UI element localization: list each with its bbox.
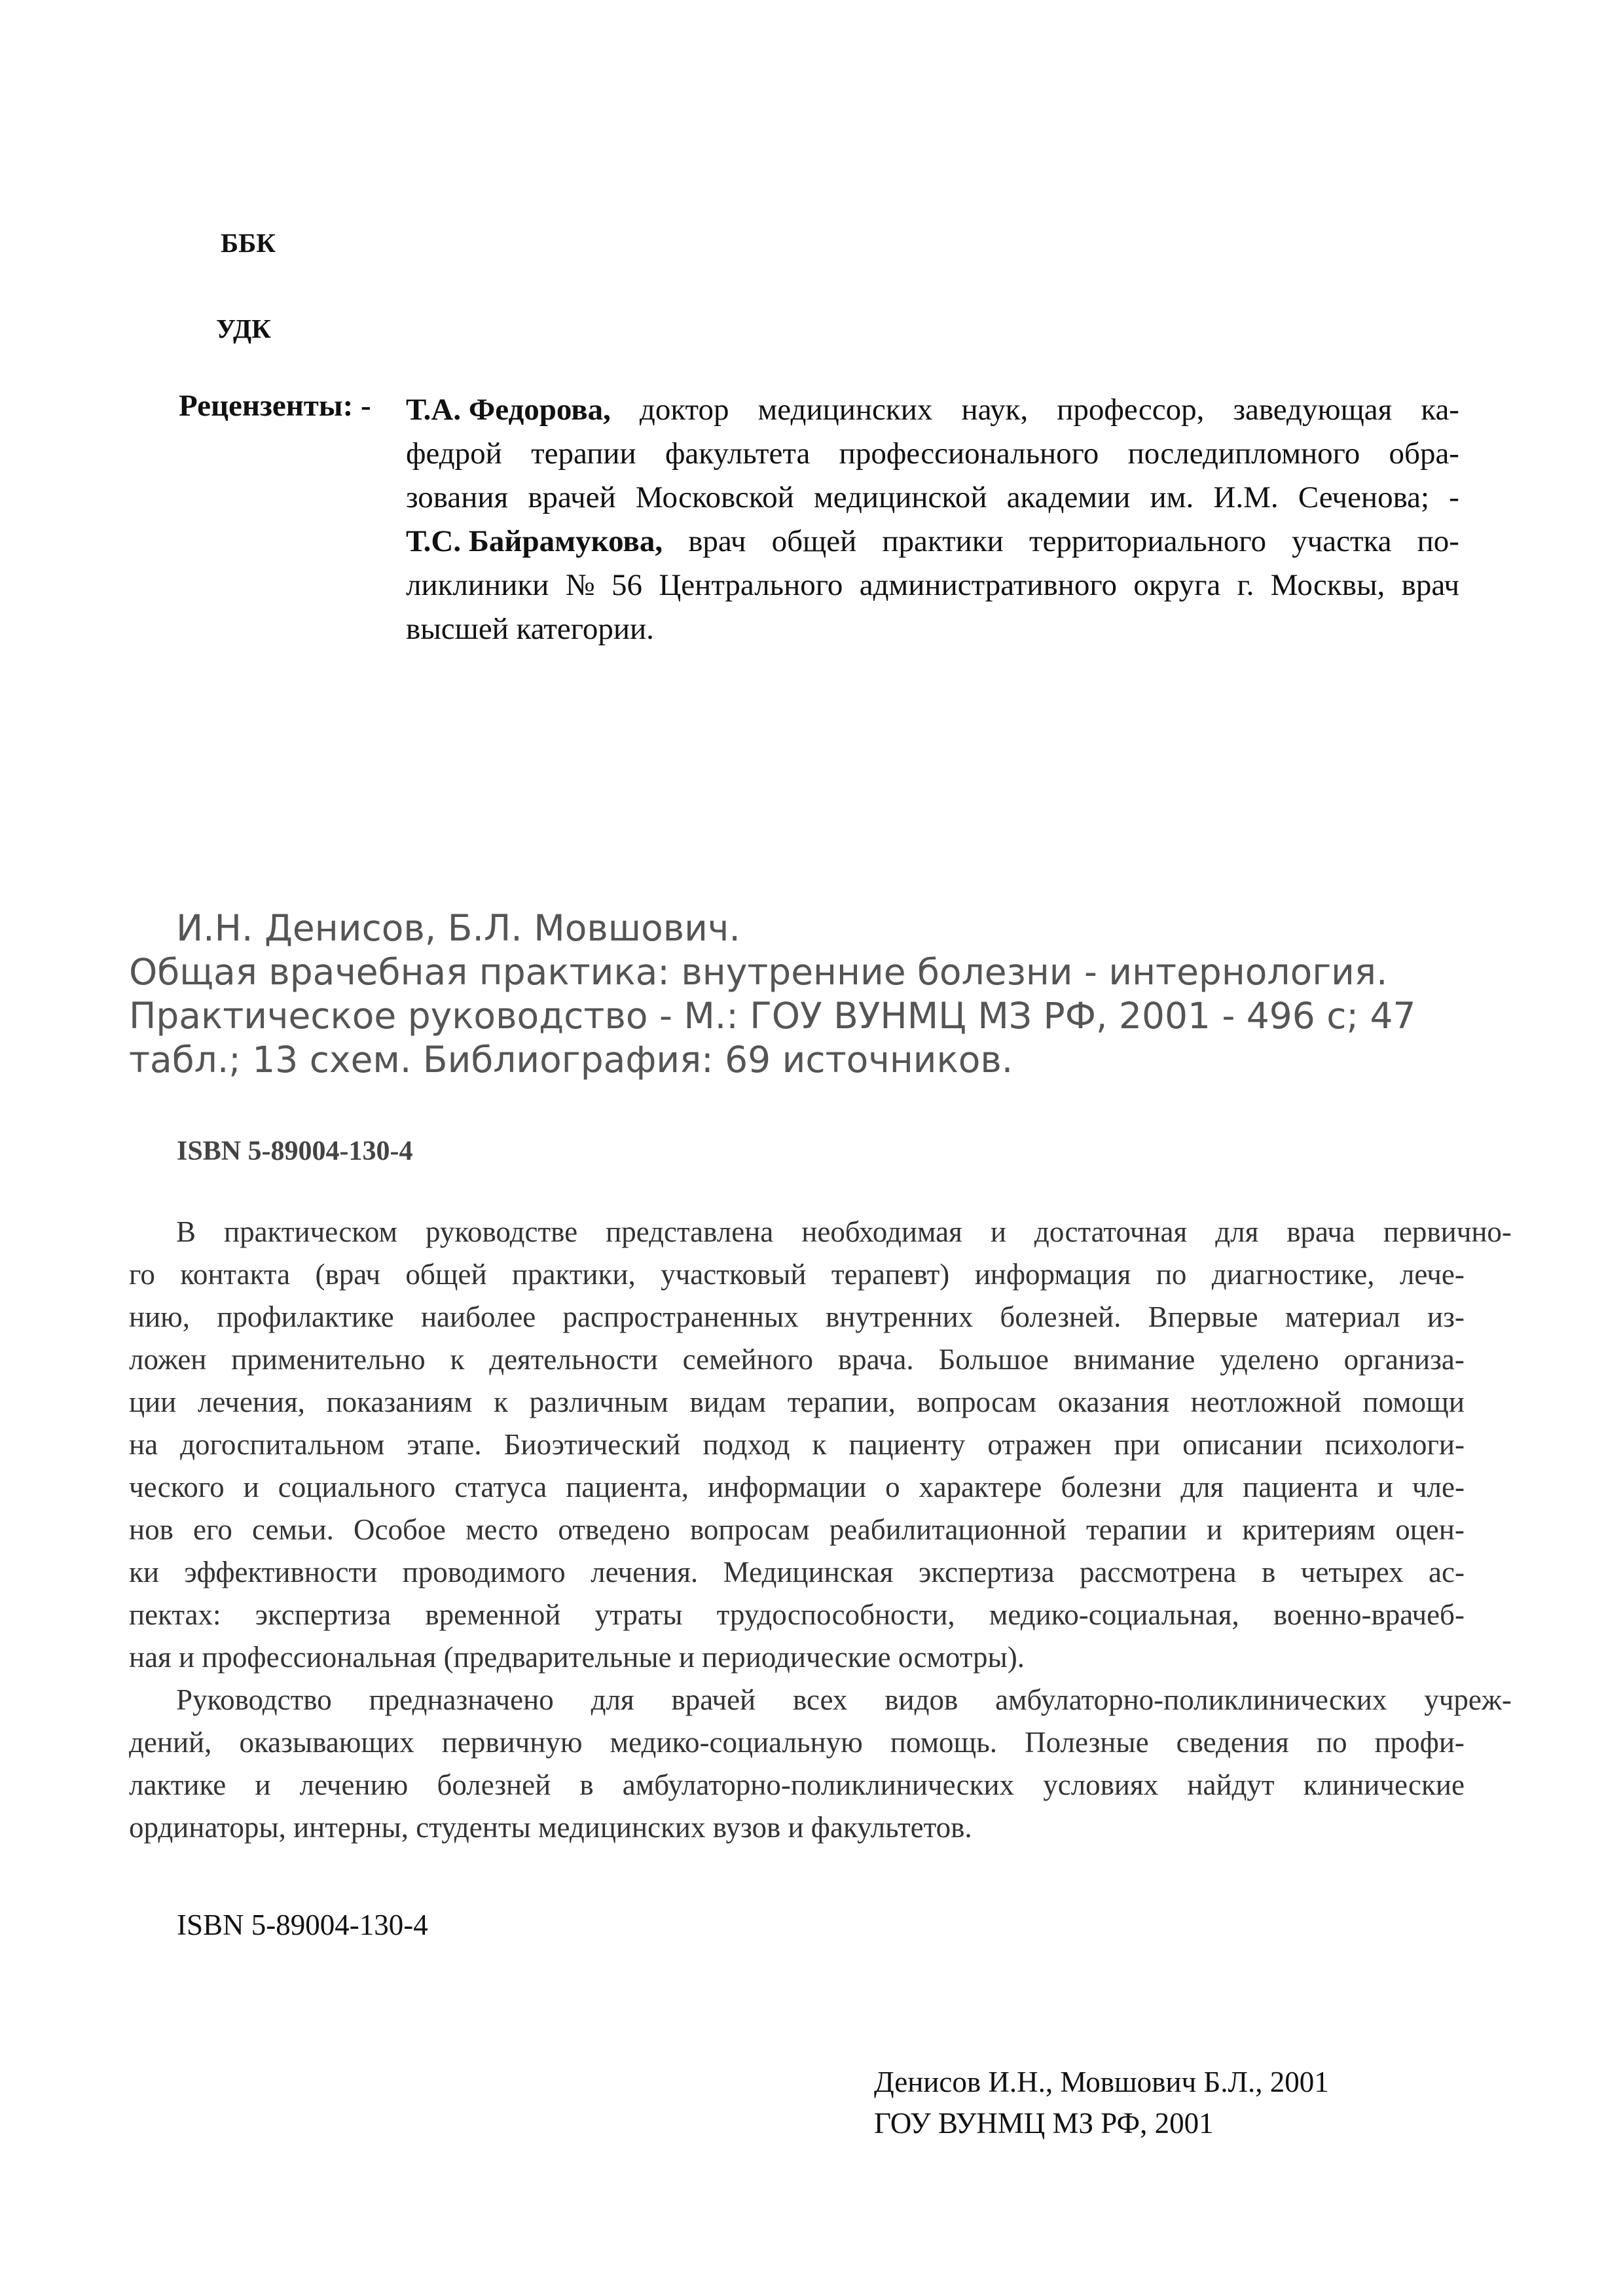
abstract-line: нию, профилактике наиболее распространенных внутренних болезней. Впервые материал из- [129, 1300, 1465, 1333]
abstract-line: лактике и лечению болезней в амбулаторно-поликлинических условиях найдут клинические [129, 1768, 1465, 1801]
citation-title: Общая врачебная практика: внутренние болезни - интернология. [129, 951, 1388, 993]
citation-publisher: Практическое руководство - М.: ГОУ ВУНМЦ МЗ РФ, 2001 - 496 с; 47 [129, 995, 1416, 1037]
abstract-paragraph-2 [129, 1679, 1512, 1806]
isbn-bottom: ISBN 5-89004-130-4 [177, 1909, 428, 1941]
isbn-top: ISBN 5-89004-130-4 [177, 1136, 413, 1166]
copyright-authors: Денисов И.Н., Мовшович Б.Л., 2001 [874, 2066, 1329, 2098]
abstract-line: В практическом руководстве представлена необходимая и достаточная для врача первично- [176, 1215, 1512, 1248]
reviewer-line-2: федрой терапии факультета профессионального последипломного обра- [406, 437, 1459, 471]
abstract-line: Руководство предназначено для врачей всех видов амбулаторно-поликлинических учреж- [176, 1683, 1512, 1716]
reviewers-block [406, 388, 1459, 651]
abstract-line: пектах: экспертиза временной утраты трудоспособности, медико-социальная, военно-врачеб- [129, 1598, 1465, 1631]
copyright-publisher: ГОУ ВУНМЦ МЗ РФ, 2001 [874, 2107, 1214, 2140]
abstract-line: ки эффективности проводимого лечения. Медицинская экспертиза рассмотрена в четырех ас- [129, 1556, 1465, 1588]
abstract-paragraph-1 [129, 1211, 1512, 1636]
reviewer-line-6: высшей категории. [406, 612, 654, 646]
abstract-line: дений, оказывающих первичную медико-социальную помощь. Полезные сведения по профи- [129, 1726, 1465, 1759]
abstract-p1-last-line: ная и профессиональная (предварительные и периодические осмотры). [129, 1641, 1025, 1674]
reviewer-name-fedorova: Т.А. Федорова, [406, 393, 611, 427]
abstract-line: ложен применительно к деятельности семейного врача. Большое внимание уделено организа- [129, 1343, 1465, 1376]
citation-extent: табл.; 13 схем. Библиография: 69 источников. [129, 1039, 1013, 1081]
reviewer-line-3: зования врачей Московской медицинской академии им. И.М. Сеченова; - [406, 480, 1459, 514]
abstract-line: ции лечения, показаниям к различным видам терапии, вопросам оказания неотложной помощи [129, 1386, 1465, 1418]
bibliographic-citation [129, 906, 1465, 1082]
abstract-p2-last-line: ординаторы, интерны, студенты медицинских вузов и факультетов. [129, 1811, 972, 1844]
copyright-block [874, 2062, 1329, 2144]
reviewer-line-4: Т.С. Байрамукова, врач общей практики территориального участка по- [406, 520, 1459, 564]
reviewer-line-5: ликлиники № 56 Центрального административного округа г. Москвы, врач [406, 568, 1459, 602]
abstract-line: нов его семьи. Особое место отведено вопросам реабилитационной терапии и критериям оцен- [129, 1513, 1465, 1546]
citation-authors: И.Н. Денисов, Б.Л. Мовшович. [176, 907, 740, 949]
abstract-line: ческого и социального статуса пациента, информации о характере болезни для пациента и чле- [129, 1471, 1465, 1503]
reviewer-name-bairamukova: Т.С. Байрамукова, [406, 524, 663, 558]
udk-label: УДК [216, 314, 271, 344]
abstract-line: на догоспитальном этапе. Биоэтический подход к пациенту отражен при описании психологи- [129, 1428, 1465, 1461]
bbk-label: ББК [221, 228, 276, 258]
reviewer-line-1: Т.А. Федорова, доктор медицинских наук, профессор, заведующая ка- [406, 388, 1459, 432]
abstract [129, 1211, 1512, 1849]
abstract-line: го контакта (врач общей практики, участковый терапевт) информация по диагностике, лече- [129, 1258, 1465, 1291]
reviewers-label: Рецензенты: - [179, 389, 371, 423]
